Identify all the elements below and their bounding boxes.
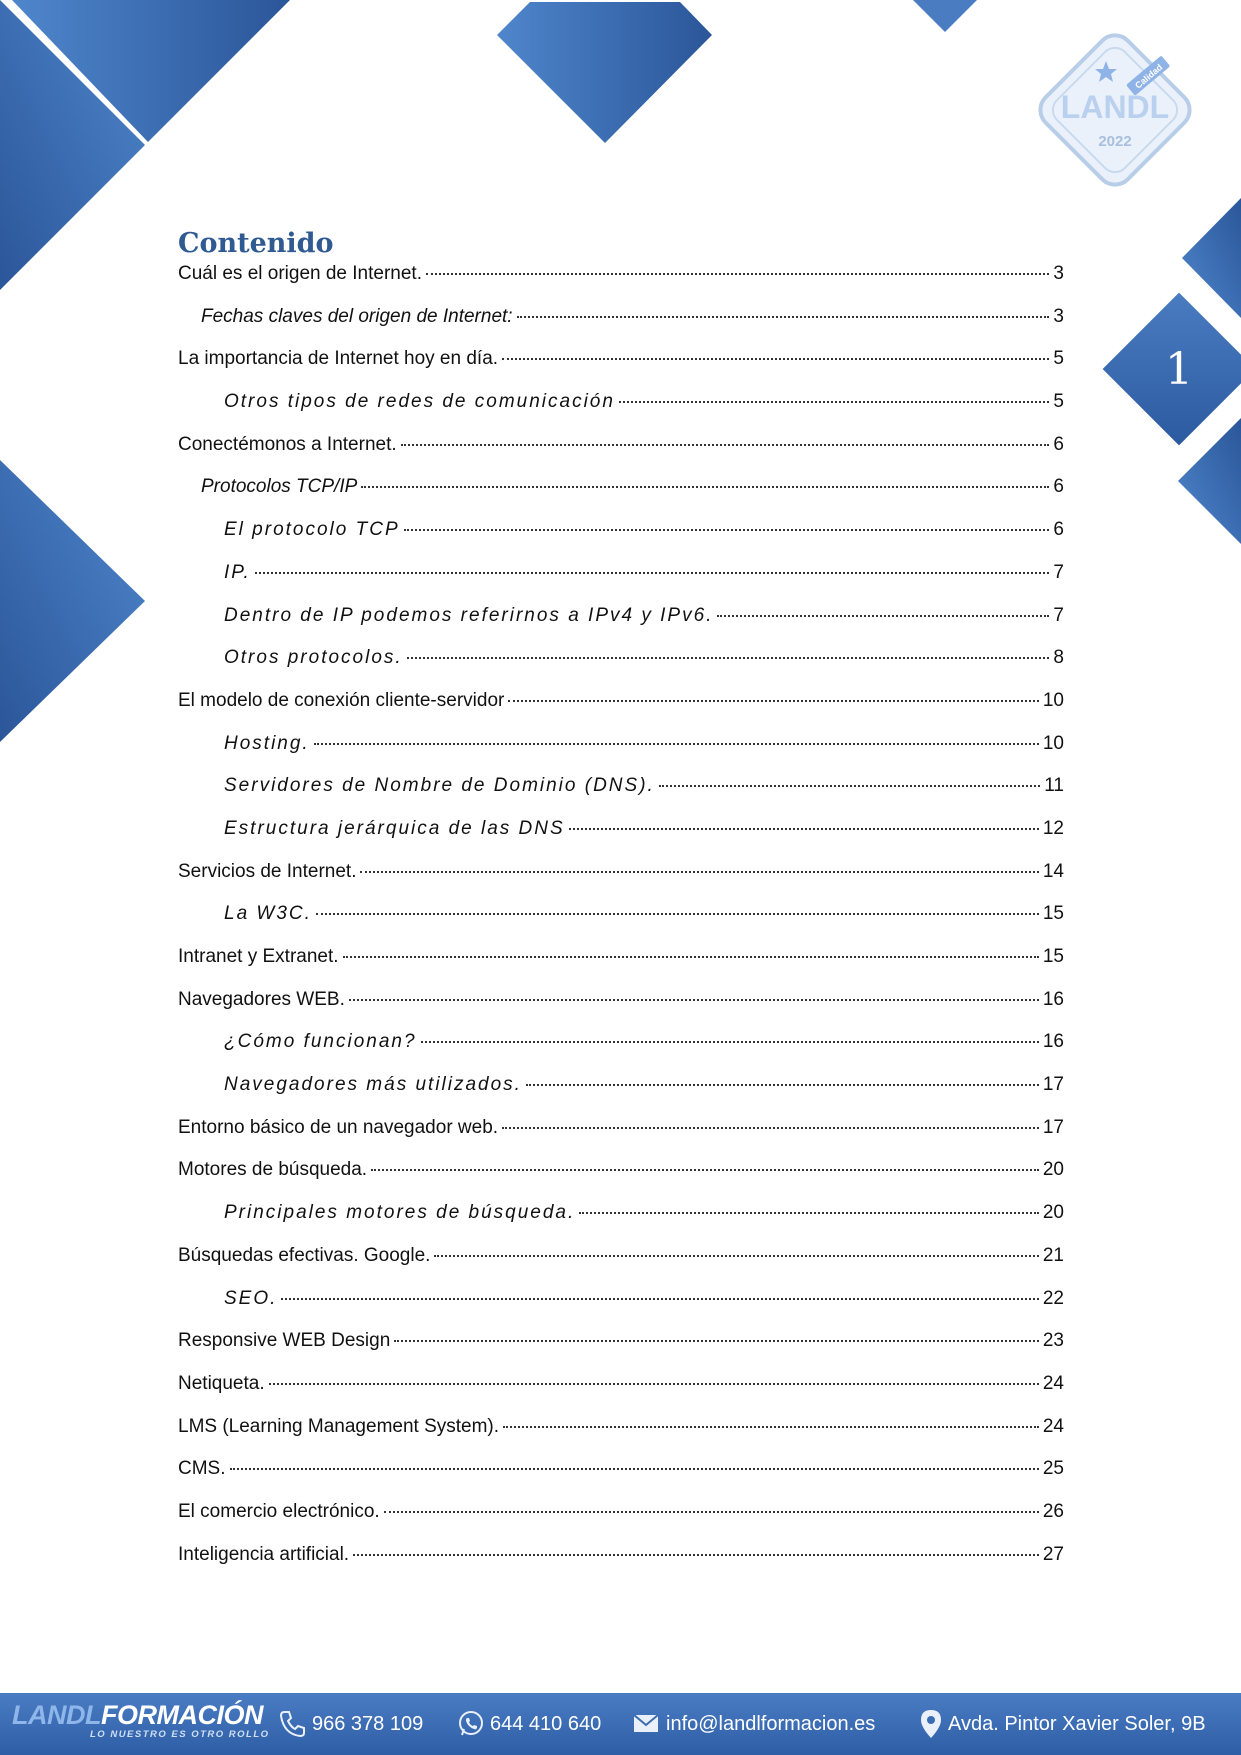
toc-entry-page: 26 [1042, 1500, 1064, 1522]
toc-entry-page: 17 [1042, 1074, 1064, 1096]
toc-dot-leader [508, 700, 1039, 702]
toc-entry-title: IP. [224, 561, 251, 583]
toc-dot-leader [230, 1468, 1039, 1470]
toc-entry-title: Búsquedas efectivas. Google. [178, 1244, 431, 1266]
toc-dot-leader [281, 1298, 1038, 1300]
footer-whatsapp[interactable] [456, 1693, 601, 1755]
toc-entry-title: SEO. [224, 1287, 278, 1309]
toc-entry-page: 11 [1044, 775, 1064, 797]
toc-dot-leader [619, 401, 1049, 403]
toc-entry[interactable] [178, 263, 1064, 306]
footer-brand [12, 1701, 270, 1740]
toc-dot-leader [384, 1511, 1039, 1513]
toc-entry-title: Navegadores WEB. [178, 988, 345, 1010]
toc-entry[interactable] [178, 562, 1064, 605]
toc-entry-title: Netiqueta. [178, 1372, 265, 1394]
toc-entry-page: 27 [1042, 1543, 1064, 1565]
toc-dot-leader [407, 657, 1050, 659]
toc-dot-leader [426, 273, 1049, 275]
toc-dot-leader [517, 316, 1050, 318]
toc-dot-leader [579, 1212, 1039, 1214]
toc-dot-leader [569, 828, 1039, 830]
toc-entry-title: Conectémonos a Internet. [178, 433, 397, 455]
toc-entry[interactable] [178, 1288, 1064, 1331]
footer-address[interactable] [918, 1693, 1206, 1755]
whatsapp-number: 644 410 640 [490, 1712, 602, 1735]
toc-entry-title: Intranet y Extranet. [178, 946, 339, 967]
toc-entry-page: 7 [1053, 561, 1064, 583]
toc-entry[interactable] [178, 733, 1064, 776]
toc-entry[interactable] [178, 1159, 1064, 1202]
toc-dot-leader [360, 871, 1038, 873]
top-small-triangle [913, 0, 977, 32]
toc-entry-page: 10 [1042, 732, 1064, 754]
landl-logo-badge [1030, 25, 1200, 195]
toc-entry-title: El comercio electrónico. [178, 1500, 380, 1522]
toc-entry-page: 5 [1053, 391, 1064, 413]
toc-dot-leader [502, 1127, 1039, 1129]
toc-entry-page: 6 [1053, 519, 1064, 541]
toc-entry[interactable] [178, 1074, 1064, 1117]
brand-tagline: LO NUESTRO ES OTRO ROLLO [90, 1729, 270, 1740]
toc-entry[interactable] [178, 1501, 1064, 1544]
toc-entry-page: 24 [1042, 1415, 1064, 1437]
toc-dot-leader [343, 956, 1039, 958]
toc-dot-leader [401, 444, 1050, 446]
toc-entry[interactable] [178, 903, 1064, 946]
toc-entry[interactable] [178, 476, 1064, 519]
toc-entry-title: Hosting. [224, 732, 310, 754]
whatsapp-icon [456, 1709, 486, 1739]
toc-entry[interactable] [178, 690, 1064, 733]
toc-entry[interactable] [178, 1373, 1064, 1416]
toc-dot-leader [353, 1554, 1039, 1556]
phone-icon [276, 1708, 308, 1740]
toc-entry-page: 14 [1042, 860, 1064, 882]
address-text: Avda. Pintor Xavier Soler, 9B [948, 1712, 1206, 1735]
toc-entry[interactable] [178, 861, 1064, 904]
toc-entry-title: CMS. [178, 1458, 226, 1480]
toc-entry-page: 15 [1042, 903, 1064, 925]
toc-entry[interactable] [178, 775, 1064, 818]
toc-entry-title: ¿Cómo funcionan? [224, 1031, 417, 1053]
phone-number: 966 378 109 [312, 1712, 424, 1735]
toc-entry-page: 3 [1053, 263, 1064, 284]
toc-entry-title: Dentro de IP podemos referirnos a IPv4 y IPv6. [224, 604, 714, 626]
toc-entry-page: 6 [1053, 433, 1064, 455]
toc-entry-page: 23 [1042, 1330, 1064, 1352]
toc-entry[interactable] [178, 1245, 1064, 1288]
toc-dot-leader [502, 358, 1049, 360]
toc-dot-leader [421, 1041, 1039, 1043]
toc-entry-page: 16 [1042, 1031, 1064, 1053]
toc-title: Contenido [178, 228, 334, 259]
toc-entry-title: Motores de búsqueda. [178, 1159, 368, 1181]
logo-text: LANDL [1060, 89, 1170, 125]
left-triangle-middle [0, 460, 145, 742]
toc-entry-title: Otros tipos de redes de comunicación [224, 391, 615, 413]
brand-formacion: FORMACIÓN [100, 1700, 263, 1730]
toc-dot-leader [255, 572, 1050, 574]
page-number: 1 [1165, 343, 1193, 395]
toc-dot-leader [371, 1169, 1039, 1171]
toc-dot-leader [434, 1255, 1038, 1257]
toc-dot-leader [526, 1084, 1039, 1086]
logo-year: 2022 [1098, 133, 1132, 150]
location-pin-icon [918, 1708, 944, 1740]
toc-entry[interactable] [178, 989, 1064, 1032]
toc-entry-page: 15 [1042, 946, 1064, 967]
toc-entry-page: 16 [1042, 988, 1064, 1010]
toc-entry-title: LMS (Learning Management System). [178, 1415, 500, 1437]
toc-dot-leader [269, 1383, 1039, 1385]
toc-dot-leader [314, 743, 1039, 745]
toc-list [178, 263, 1064, 1586]
toc-entry-title: La importancia de Internet hoy en día. [178, 348, 499, 370]
toc-entry-page: 5 [1053, 348, 1064, 370]
toc-entry-title: Fechas claves del origen de Internet: [201, 305, 513, 327]
toc-dot-leader [394, 1340, 1039, 1342]
footer-bar [0, 1693, 1241, 1755]
toc-entry-page: 12 [1042, 817, 1064, 839]
toc-entry-page: 10 [1042, 689, 1064, 711]
toc-entry-page: 25 [1042, 1458, 1064, 1480]
toc-dot-leader [503, 1426, 1039, 1428]
toc-entry-title: Entorno básico de un navegador web. [178, 1116, 499, 1138]
toc-entry[interactable] [178, 1330, 1064, 1373]
toc-entry-title: Inteligencia artificial. [178, 1543, 350, 1565]
toc-entry-title: Principales motores de búsqueda. [224, 1202, 576, 1224]
toc-entry-page: 8 [1053, 647, 1064, 669]
mail-icon [632, 1712, 662, 1736]
footer-phone[interactable] [276, 1693, 423, 1755]
toc-entry[interactable] [178, 605, 1064, 648]
toc-entry[interactable] [178, 434, 1064, 477]
toc-entry-page: 21 [1042, 1244, 1064, 1266]
toc-entry-title: El modelo de conexión cliente-servidor [178, 689, 505, 711]
toc-entry[interactable] [178, 647, 1064, 690]
toc-entry-title: Navegadores más utilizados. [224, 1074, 522, 1096]
toc-entry-title: Servicios de Internet. [178, 860, 357, 882]
toc-entry[interactable] [178, 1031, 1064, 1074]
right-triangle-upper [1182, 198, 1241, 318]
top-diamond [497, 2, 712, 143]
toc-entry-page: 24 [1042, 1372, 1064, 1394]
brand-landl: LANDL [12, 1700, 101, 1730]
toc-entry-page: 7 [1053, 604, 1064, 626]
toc-entry[interactable] [178, 519, 1064, 562]
toc-dot-leader [717, 615, 1049, 617]
toc-dot-leader [316, 913, 1039, 915]
toc-entry-title: Servidores de Nombre de Dominio (DNS). [224, 775, 655, 797]
toc-entry-page: 6 [1053, 476, 1064, 498]
toc-entry[interactable] [178, 1416, 1064, 1459]
toc-entry-page: 17 [1042, 1116, 1064, 1138]
toc-dot-leader [404, 529, 1050, 531]
toc-entry-page: 20 [1042, 1202, 1064, 1224]
toc-entry-page: 22 [1042, 1287, 1064, 1309]
toc-entry-title: Protocolos TCP/IP [201, 476, 358, 498]
toc-entry-title: Otros protocolos. [224, 647, 403, 669]
toc-entry[interactable] [178, 348, 1064, 391]
toc-dot-leader [349, 999, 1039, 1001]
toc-entry-title: La W3C. [224, 903, 312, 925]
toc-entry[interactable] [178, 1458, 1064, 1501]
toc-entry-title: Estructura jerárquica de las DNS [224, 817, 565, 839]
toc-dot-leader [361, 486, 1049, 488]
logo-ribbon: Calidad [1133, 62, 1165, 91]
toc-dot-leader [659, 785, 1040, 787]
footer-email[interactable] [632, 1693, 875, 1755]
toc-entry[interactable] [178, 306, 1064, 349]
toc-entry[interactable] [178, 1544, 1064, 1587]
toc-entry[interactable] [178, 1202, 1064, 1245]
toc-entry[interactable] [178, 946, 1064, 989]
toc-entry[interactable] [178, 1117, 1064, 1160]
toc-entry-title: El protocolo TCP [224, 519, 400, 541]
toc-entry[interactable] [178, 818, 1064, 861]
toc-entry-page: 20 [1042, 1159, 1064, 1181]
email-address: info@landlformacion.es [666, 1712, 876, 1735]
toc-entry-title: Cuál es el origen de Internet. [178, 263, 422, 284]
toc-entry[interactable] [178, 391, 1064, 434]
toc-entry-page: 3 [1053, 305, 1064, 327]
toc-entry-title: Responsive WEB Design [178, 1330, 391, 1352]
